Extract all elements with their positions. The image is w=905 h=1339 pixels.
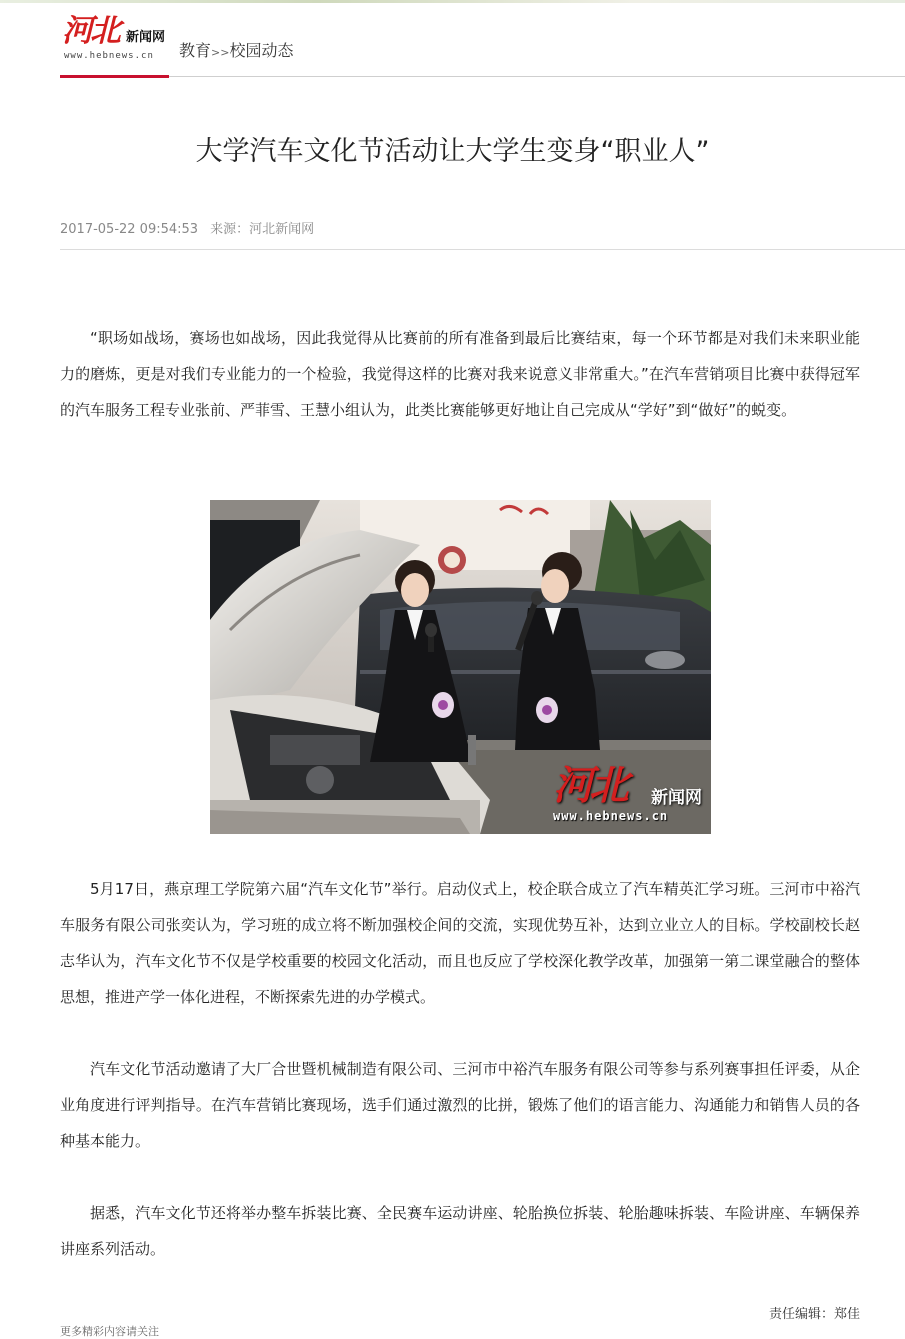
more-content-text: 更多精彩内容请关注: [60, 1325, 159, 1338]
header-accent-bar: [60, 75, 169, 78]
meta-divider: [60, 249, 905, 250]
article-meta: [60, 220, 314, 240]
breadcrumb-separator: >>: [211, 46, 230, 59]
watermark-url-text: www.hebnews.cn: [553, 809, 669, 823]
watermark-sub-text: 新闻网: [651, 788, 702, 808]
article-paragraph-2: 5月17日，燕京理工学院第六届“汽车文化节”举行。启动仪式上，校企联合成立了汽车精英汇学习班。三河市中裕汽车服务有限公司张奕认为，学习班的成立将不断加强校企间的交流，实现优势互补，达到立业立人的目标。学校副校长赵志华认为，汽车文化节不仅是学校重要的校园文化活动，而且也反应了学校深化教学改革，加强第一第二课堂融合的整体思想，推进产学一体化进程，不断探索先进的办学模式。: [60, 880, 860, 1006]
header-divider: [60, 76, 905, 77]
breadcrumb-section-link[interactable]: 教育: [179, 41, 212, 60]
breadcrumb-subsection-link[interactable]: 校园动态: [229, 41, 294, 60]
article-paragraph-1: “职场如战场，赛场也如战场，因此我觉得从比赛前的所有准备到最后比赛结束，每一个环节都是对我们未来职业能力的磨炼，更是对我们专业能力的一个检验，我觉得这样的比赛对我来说意义非常重大。”在汽车营销项目比赛中获得冠军的汽车服务工程专业张前、严菲雪、王慧小组认为，此类比赛能够更好地让自己完成从“学好”到“做好”的蜕变。: [60, 329, 860, 419]
logo-sub-text: 新闻网: [126, 30, 166, 45]
article-title: 大学汽车文化节活动让大学生变身“职业人”: [195, 136, 710, 167]
publish-datetime: 2017-05-22 09:54:53: [60, 222, 199, 237]
article-paragraph-4: 据悉，汽车文化节还将举办整车拆装比赛、全民赛车运动讲座、轮胎换位拆装、轮胎趣味拆装、车险讲座、车辆保养讲座系列活动。: [60, 1204, 860, 1258]
responsible-editor: 责任编辑：郑佳: [768, 1307, 860, 1322]
site-header: [60, 8, 905, 78]
top-decor-strip: [0, 0, 905, 3]
logo-url-text: www.hebnews.cn: [64, 51, 154, 61]
photo-watermark: [553, 762, 702, 823]
breadcrumb: [179, 41, 293, 63]
logo-main-text: 河北: [62, 13, 118, 49]
article-source: 来源：河北新闻网: [210, 222, 315, 237]
article-paragraph-3: 汽车文化节活动邀请了大厂合世暨机械制造有限公司、三河市中裕汽车服务有限公司等参与系列赛事担任评委，从企业角度进行评判指导。在汽车营销比赛现场，选手们通过激烈的比拼，锻炼了他们的语言能力、沟通能力和销售人员的各种基本能力。: [60, 1060, 860, 1150]
article-photo: [210, 500, 711, 834]
hebnews-logo[interactable]: [60, 14, 172, 66]
watermark-main-text: 河北: [553, 762, 625, 809]
